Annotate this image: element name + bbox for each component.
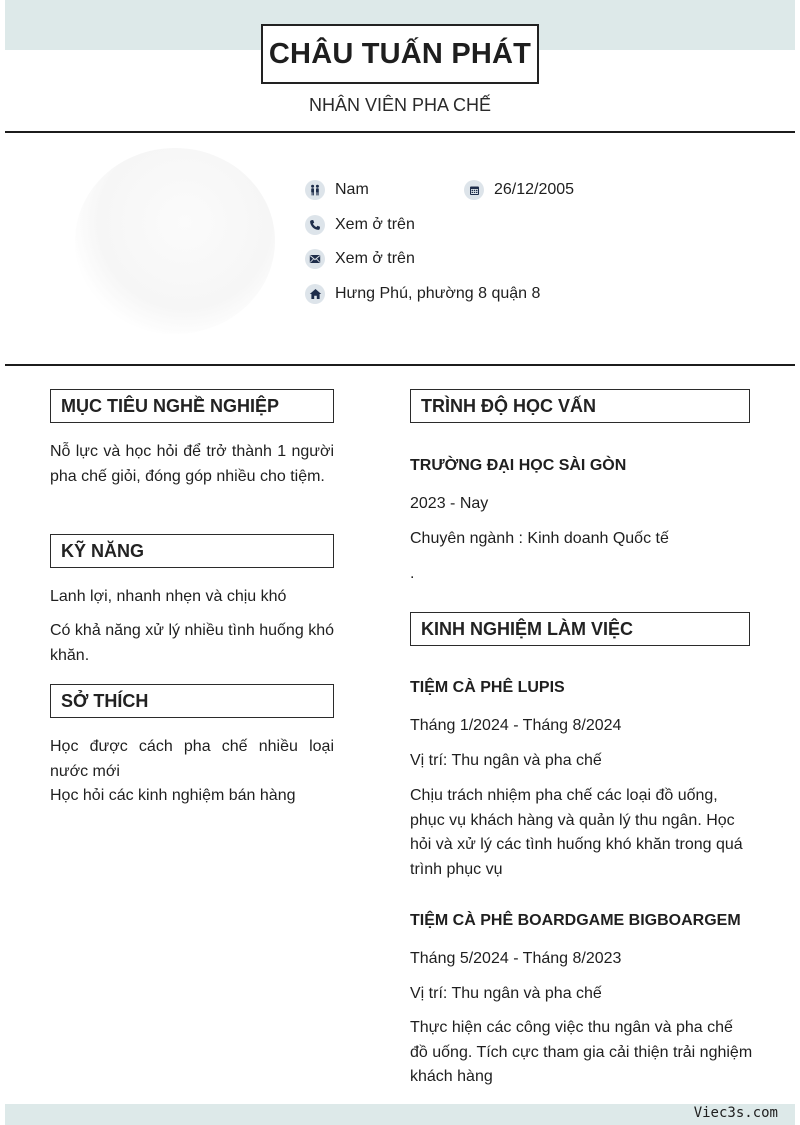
people-icon	[305, 180, 325, 200]
divider-top	[5, 131, 795, 133]
hobby-item: Học hỏi các kinh nghiệm bán hàng	[50, 787, 296, 804]
education-period: 2023 - Nay	[410, 495, 489, 512]
email-value: Xem ở trên	[335, 250, 415, 267]
job-period: Tháng 1/2024 - Tháng 8/2024	[410, 717, 622, 734]
job-description: Thực hiện các công việc thu ngân và pha chế đồ uống. Tích cực tham gia cải thiện trải nghiệm khách hàng	[410, 1019, 753, 1085]
job-period: Tháng 5/2024 - Tháng 8/2023	[410, 950, 622, 967]
home-icon	[305, 284, 325, 304]
section-title-education: TRÌNH ĐỘ HỌC VẤN	[410, 389, 750, 423]
job-description: Chịu trách nhiệm pha chế các loại đồ uống, phục vụ khách hàng và quản lý thu ngân. Học hỏi và xử lý các tình huống khó khăn trong quá trình phục vụ	[410, 787, 743, 878]
address-value: Hưng Phú, phường 8 quận 8	[335, 285, 541, 302]
footer-band	[5, 1104, 795, 1125]
job-position: Vị trí: Thu ngân và pha chế	[410, 752, 602, 769]
phone-value: Xem ở trên	[335, 216, 415, 233]
gender-value: Nam	[335, 181, 369, 198]
info-gender	[305, 180, 369, 200]
job-company: TIỆM CÀ PHÊ BOARDGAME BIGBOARGEM	[410, 912, 741, 929]
skill-item: Lanh lợi, nhanh nhẹn và chịu khó	[50, 588, 287, 605]
objective-text: Nỗ lực và học hỏi để trở thành 1 người pha chế giỏi, đóng góp nhiều cho tiệm.	[50, 443, 334, 485]
phone-icon	[305, 215, 325, 235]
candidate-name: CHÂU TUẤN PHÁT	[261, 24, 539, 84]
envelope-icon	[305, 249, 325, 269]
info-birthdate	[464, 180, 574, 200]
education-major: Chuyên ngành : Kinh doanh Quốc tế	[410, 530, 669, 547]
job-title: NHÂN VIÊN PHA CHẾ	[308, 95, 492, 115]
footer-brand: Viec3s.com	[693, 1105, 778, 1121]
job-company: TIỆM CÀ PHÊ LUPIS	[410, 679, 565, 696]
hobby-item: Học được cách pha chế nhiều loại nước mới	[50, 738, 334, 780]
school-name: TRƯỜNG ĐẠI HỌC SÀI GÒN	[410, 457, 627, 474]
section-title-experience: KINH NGHIỆM LÀM VIỆC	[410, 612, 750, 646]
section-title-skills: KỸ NĂNG	[50, 534, 334, 568]
education-note: .	[410, 565, 415, 582]
info-phone	[305, 215, 415, 235]
info-address	[305, 284, 540, 304]
birthdate-value: 26/12/2005	[494, 181, 575, 198]
calendar-icon	[464, 180, 484, 200]
info-email	[305, 249, 415, 269]
avatar	[75, 148, 275, 334]
section-title-hobbies: SỞ THÍCH	[50, 684, 334, 718]
section-title-objective: MỤC TIÊU NGHỀ NGHIỆP	[50, 389, 334, 423]
skill-item: Có khả năng xử lý nhiều tình huống khó khăn.	[50, 622, 334, 664]
divider-middle	[5, 364, 795, 366]
job-position: Vị trí: Thu ngân và pha chế	[410, 985, 602, 1002]
